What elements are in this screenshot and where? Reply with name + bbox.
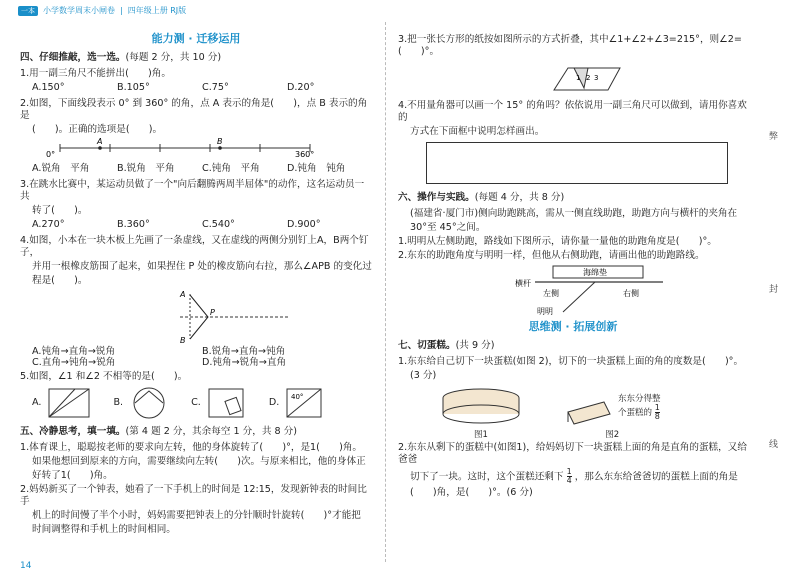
margin-label-3: 线 <box>768 440 778 450</box>
svg-text:40°: 40° <box>291 393 304 402</box>
section-title-thinking: 思维测 · 拓展创新 <box>528 319 618 333</box>
question-7-1: 1.东东给自己切下一块蛋糕(如图 2)，切下的一块蛋糕上面的角的度数是( )°。 <box>398 355 744 367</box>
option-c[interactable]: C.75° <box>202 81 229 93</box>
angle-3-label: 3 <box>594 73 599 82</box>
mat-label: 海绵垫 <box>583 267 607 277</box>
question-r-3: 3.把一张长方形的纸按如图所示的方式折叠，其中∠1+∠2+∠3=215°，则∠2=( )°。 <box>398 34 742 57</box>
figure-2-caption: 图2 <box>605 429 620 440</box>
option-a[interactable]: A.锐角 平角 <box>32 162 90 174</box>
question-5-1-cont2: 好转了1( )角。 <box>32 470 113 482</box>
option-d[interactable]: D.钝角 钝角 <box>287 162 346 174</box>
cake-figures <box>438 386 748 441</box>
option-b[interactable]: B. <box>113 397 124 409</box>
question-5-2: 2.妈妈新买了一个钟表，她看了一下手机上的时间是 12:15，发现新钟表的时间比手 <box>20 484 367 508</box>
option-c[interactable]: C. <box>191 397 201 409</box>
figure-b <box>127 385 173 421</box>
option-a[interactable]: A.270° <box>32 218 65 230</box>
person-label: 明明 <box>537 306 553 316</box>
margin-label-2: 封 <box>768 285 778 295</box>
figure-d <box>283 385 329 421</box>
page-number: 14 <box>20 560 32 571</box>
folded-paper-figure <box>548 60 628 100</box>
options-4-4 <box>20 346 372 370</box>
option-b[interactable]: B.105° <box>117 81 150 93</box>
question-7-1-score: (3 分) <box>410 369 437 381</box>
answer-box[interactable] <box>426 142 728 184</box>
left-column <box>20 32 372 538</box>
section-title-ability: 能力测 · 迁移运用 <box>151 32 241 45</box>
question-5-1-cont: 如果他想回到原来的方向，需要继续向左转( )次。与原来相比，他的身体正 <box>32 456 366 468</box>
question-4-2: 2.如图，下面线段表示 0° 到 360° 的角，点 A 表示的角是( )，点 B 表示的角是 <box>20 97 368 121</box>
right-column <box>398 34 748 501</box>
question-r-4: 4.不用量角器可以画一个 15° 的角吗？依依说用一副三角尺可以做到，请用你喜欢的 <box>398 99 747 123</box>
whole-cake-icon <box>438 386 524 426</box>
question-7-2: 2.东东从剩下的蛋糕中(如图1)，给妈妈切下一块蛋糕上面的角是直角的蛋糕，又给爸爸 <box>398 442 747 466</box>
part4-heading: 四、仔细推敲，选一选。(每题 2 分，共 10 分) <box>20 51 222 63</box>
point-b-label: B <box>180 335 186 345</box>
question-4-3: 3.在跳水比赛中，某运动员做了一个"向后翻腾两周半屈体"的动作，这名运动员一共 <box>20 178 365 202</box>
question-4-2-cont: ( )。正确的选项是( )。 <box>32 123 163 135</box>
question-4-1: 1.用一副三角尺不能拼出( )角。 <box>20 67 171 79</box>
cake-slice-icon <box>564 394 614 430</box>
part6-intro: (福建省·厦门市)侧向助跑跳高，需从一侧直线助跑，助跑方向与横杆的夹角在 <box>410 207 738 219</box>
part6-heading: 六、操作与实践。(每题 4 分，共 8 分) <box>398 191 565 203</box>
option-c[interactable]: C.直角→钝角→锐角 <box>32 357 116 369</box>
axis-label-0: 0° <box>46 149 56 158</box>
angle-axis-figure <box>40 138 340 158</box>
book-title: 小学数学周末小闸卷 <box>43 6 115 15</box>
axis-label-b: B <box>217 137 223 146</box>
question-4-5: 5.如图，∠1 和∠2 不相等的是( )。 <box>20 371 188 383</box>
option-b[interactable]: B.锐角 平角 <box>117 162 175 174</box>
question-4-4: 4.如图，小本在一块木板上先画了一条虚线，又在虚线的两侧分别钉上A，B两个钉子， <box>20 234 369 258</box>
option-a[interactable]: A.150° <box>32 81 65 93</box>
rubber-band-figure <box>140 289 300 345</box>
point-a-label: A <box>180 289 186 299</box>
angle-2-label: 2 <box>586 73 591 82</box>
option-d[interactable]: D. <box>268 397 280 409</box>
question-7-2-cont: 切下了一块。这时，这个蛋糕还剩下 $\frac{1}{4}$ ，那么东东给爸爸切的蛋糕上面的角是 <box>410 467 738 486</box>
cake-note: 东东分得整 个蛋糕的 $\frac{1}{8}$ <box>618 393 661 422</box>
option-b[interactable]: B.360° <box>117 218 150 230</box>
fraction-1-4: $\frac{1}{4}$ <box>566 467 572 486</box>
option-a[interactable]: A.钝角→直角→锐角 <box>32 345 116 357</box>
question-4-4-cont2: 程是( )。 <box>32 274 88 286</box>
axis-label-a: A <box>97 137 103 146</box>
high-jump-figure <box>513 264 693 316</box>
option-a[interactable]: A. <box>32 397 42 409</box>
question-6-1: 1.明明从左侧助跑，路线如下图所示，请你量一量他的助跑角度是( )°。 <box>398 235 717 247</box>
question-5-1: 1.体育课上，聪聪按老师的要求向左转，他的身体旋转了( )°，是1( )角。 <box>20 442 363 454</box>
point-p-label: P <box>210 307 215 317</box>
option-c[interactable]: C.钝角 平角 <box>202 162 260 174</box>
page-divider <box>385 22 386 562</box>
bar-label: 横杆 <box>515 278 531 288</box>
question-4-4-cont: 并用一根橡皮筋围了起来，如果捏住 P 处的橡皮筋向右拉，那么∠APB 的变化过 <box>32 260 372 272</box>
axis-label-360: 360° <box>295 149 315 158</box>
right-side-label: 右侧 <box>623 288 639 298</box>
option-d[interactable]: D.钝角→锐角→直角 <box>202 357 287 369</box>
option-d[interactable]: D.900° <box>287 218 321 230</box>
part6-intro-cont: 30°至 45°之间。 <box>410 221 486 233</box>
question-5-2-cont2: 时间调整得和手机上的时间相同。 <box>32 524 176 536</box>
option-d[interactable]: D.20° <box>287 81 315 93</box>
page-header: 一本 小学数学周末小闸卷 | 四年级上册 RJ版 <box>18 3 186 19</box>
question-4-3-cont: 转了( )。 <box>32 204 88 216</box>
figure-2 <box>564 394 661 441</box>
grade-label: 四年级上册 RJ版 <box>127 6 187 15</box>
question-7-2-cont2: ( )角，是( )°。(6 分) <box>410 487 533 499</box>
margin-label-1: 弊 <box>768 132 778 142</box>
fraction-1-8: $\frac{1}{8}$ <box>654 403 660 422</box>
left-side-label: 左侧 <box>543 288 559 298</box>
figure-c <box>205 385 251 421</box>
options-4-2 <box>20 163 372 175</box>
question-r-4-cont: 方式在下面框中说明怎样画出。 <box>410 125 545 137</box>
angle-1-label: 1 <box>576 73 581 82</box>
figure-1 <box>438 386 524 441</box>
brand-logo: 一本 <box>18 6 38 17</box>
part5-heading: 五、冷静思考，填一填。(第 4 题 2 分，其余每空 1 分，共 8 分) <box>20 426 297 438</box>
figure-1-caption: 图1 <box>474 429 488 440</box>
options-4-1 <box>20 82 372 94</box>
question-6-2: 2.东东的助跑角度与明明一样，但他从右侧助跑，请画出他的助跑路线。 <box>398 249 705 261</box>
question-5-2-cont: 机上的时间慢了半个小时，妈妈需要把钟表上的分针顺时针旋转( )°才能把 <box>32 510 361 522</box>
option-b[interactable]: B.锐角→直角→钝角 <box>202 345 286 357</box>
part7-heading: 七、切蛋糕。(共 9 分) <box>398 339 495 351</box>
figure-a <box>45 385 95 421</box>
options-4-3 <box>20 219 372 231</box>
options-4-5 <box>20 385 372 421</box>
option-c[interactable]: C.540° <box>202 218 235 230</box>
